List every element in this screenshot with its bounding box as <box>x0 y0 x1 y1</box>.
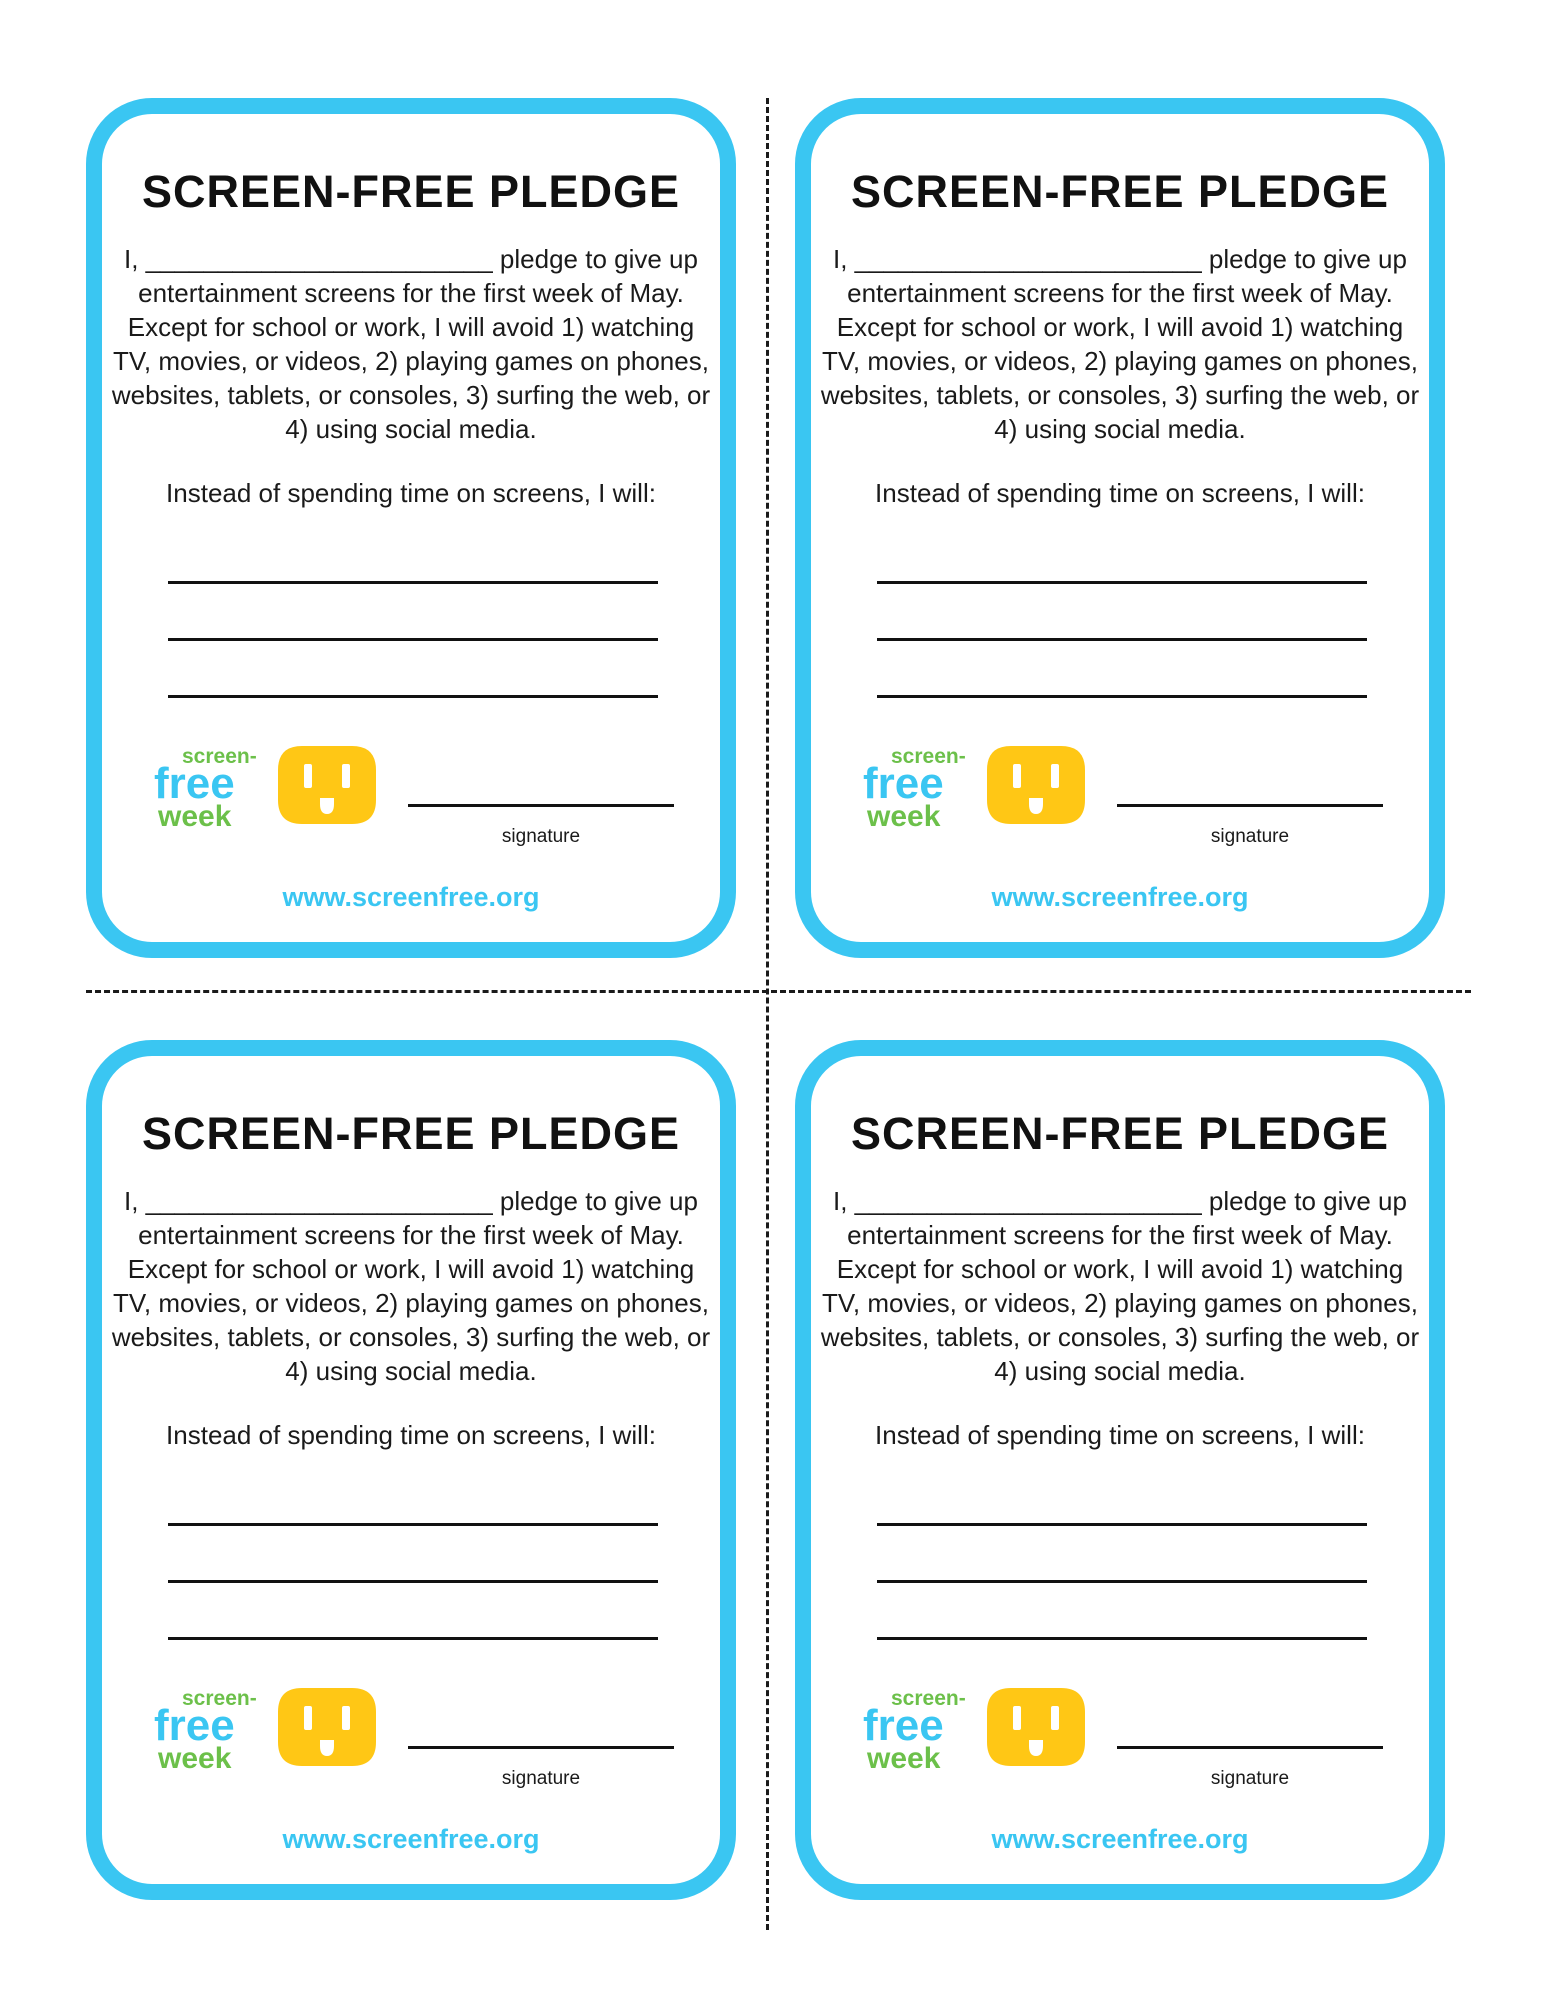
logo-text-free: free <box>154 759 235 808</box>
smiling-outlet-icon <box>987 1688 1085 1766</box>
website-url: www.screenfree.org <box>991 1824 1249 1854</box>
website-url: www.screenfree.org <box>991 882 1249 912</box>
signature-line <box>408 1746 674 1749</box>
activity-line-1 <box>168 1523 658 1526</box>
website-url: www.screenfree.org <box>282 1824 540 1854</box>
screen-free-week-logo <box>863 742 1093 828</box>
card-title: SCREEN-FREE PLEDGE <box>850 166 1390 217</box>
activity-line-2 <box>168 638 658 641</box>
logo-text-screen: screen- <box>182 745 257 768</box>
smiling-outlet-icon <box>278 1688 376 1766</box>
logo-text-week: week <box>867 1742 941 1770</box>
signature-label: signature <box>1210 826 1290 847</box>
pledge-text: I, ________________________ pledge to give up entertainment screens for the first week of May. Except for school or work, I will avoid 1) watching TV, movies, or videos, 2) playing games on phones, websites, tablets, or consoles, 3) surfing the web, or 4) using social media. <box>820 244 1420 444</box>
activity-line-1 <box>877 1523 1367 1526</box>
pledge-text: I, ________________________ pledge to give up entertainment screens for the first week of May. Except for school or work, I will avoid 1) watching TV, movies, or videos, 2) playing games on phones, websites, tablets, or consoles, 3) surfing the web, or 4) using social media. <box>111 244 711 444</box>
smiling-outlet-icon <box>278 746 376 824</box>
signature-label: signature <box>501 826 581 847</box>
instead-prompt: Instead of spending time on screens, I will: <box>875 478 1365 508</box>
pledge-text: I, ________________________ pledge to give up entertainment screens for the first week of May. Except for school or work, I will avoid 1) watching TV, movies, or videos, 2) playing games on phones, websites, tablets, or consoles, 3) surfing the web, or 4) using social media. <box>111 1186 711 1386</box>
signature-label: signature <box>1210 1768 1290 1789</box>
activity-line-2 <box>877 638 1367 641</box>
logo-text-week: week <box>867 800 941 828</box>
signature-line <box>1117 1746 1383 1749</box>
pledge-text: I, ________________________ pledge to give up entertainment screens for the first week of May. Except for school or work, I will avoid 1) watching TV, movies, or videos, 2) playing games on phones, websites, tablets, or consoles, 3) surfing the web, or 4) using social media. <box>820 1186 1420 1386</box>
signature-line <box>1117 804 1383 807</box>
signature-label: signature <box>501 1768 581 1789</box>
logo-text-screen: screen- <box>891 1687 966 1710</box>
smiling-outlet-icon <box>987 746 1085 824</box>
activity-line-3 <box>168 695 658 698</box>
logo-text-screen: screen- <box>891 745 966 768</box>
signature-line <box>408 804 674 807</box>
horizontal-cut-line <box>86 990 1471 993</box>
activity-line-3 <box>168 1637 658 1640</box>
instead-prompt: Instead of spending time on screens, I will: <box>875 1420 1365 1450</box>
instead-prompt: Instead of spending time on screens, I will: <box>166 1420 656 1450</box>
activity-line-1 <box>877 581 1367 584</box>
screen-free-week-logo <box>154 1684 384 1770</box>
card-title: SCREEN-FREE PLEDGE <box>850 1108 1390 1159</box>
card-title: SCREEN-FREE PLEDGE <box>141 166 681 217</box>
logo-text-free: free <box>154 1701 235 1750</box>
logo-text-free: free <box>863 1701 944 1750</box>
website-url: www.screenfree.org <box>282 882 540 912</box>
activity-line-3 <box>877 1637 1367 1640</box>
logo-text-week: week <box>158 1742 232 1770</box>
pledge-card-1 <box>86 98 736 958</box>
activity-line-3 <box>877 695 1367 698</box>
screen-free-week-logo <box>863 1684 1093 1770</box>
pledge-card-4 <box>795 1040 1445 1900</box>
vertical-cut-line <box>766 98 769 1930</box>
screen-free-week-logo <box>154 742 384 828</box>
activity-line-2 <box>168 1580 658 1583</box>
activity-line-2 <box>877 1580 1367 1583</box>
logo-text-screen: screen- <box>182 1687 257 1710</box>
logo-text-week: week <box>158 800 232 828</box>
pledge-card-2 <box>795 98 1445 958</box>
pledge-card-3 <box>86 1040 736 1900</box>
logo-text-free: free <box>863 759 944 808</box>
activity-line-1 <box>168 581 658 584</box>
card-title: SCREEN-FREE PLEDGE <box>141 1108 681 1159</box>
instead-prompt: Instead of spending time on screens, I will: <box>166 478 656 508</box>
